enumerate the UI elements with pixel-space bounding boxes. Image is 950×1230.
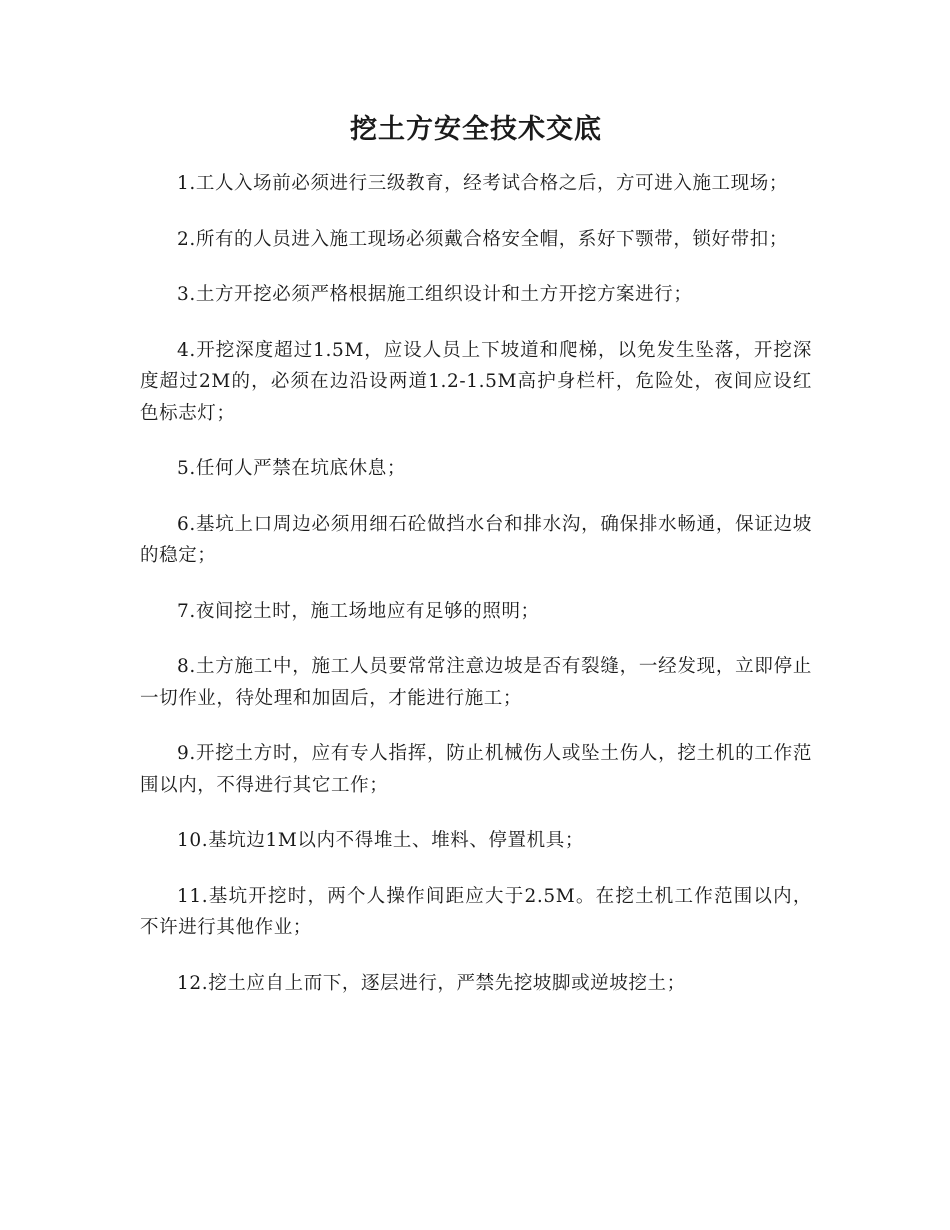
clause-3: 3.土方开挖必须严格根据施工组织设计和土方开挖方案进行；	[177, 284, 693, 305]
clause-9: 9.开挖土方时，应有专人指挥，防止机械伤人或坠土伤人，挖土机的工作范围以内，不得进行其它工作；	[140, 743, 812, 796]
clause-10: 10.基坑边1M以内不得堆土、堆料、停置机具；	[177, 830, 584, 851]
clause-5: 5.任何人严禁在坑底休息；	[177, 458, 406, 479]
clause-12: 12.挖土应自上而下，逐层进行，严禁先挖坡脚或逆坡挖土；	[177, 972, 686, 994]
clause-2: 2.所有的人员进入施工现场必须戴合格安全帽，系好下颚带，锁好带扣；	[177, 228, 788, 250]
clause-4: 4.开挖深度超过1.5M，应设人员上下坡道和爬梯，以免发生坠落，开挖深度超过2M的，必须在边沿设两道1.2-1.5M高护身栏杆，危险处，夜间应设红色标志灯；	[140, 339, 812, 424]
document-page	[140, 110, 812, 1023]
clause-11: 11.基坑开挖时，两个人操作间距应大于2.5M。在挖土机工作范围以内，不许进行其他作业；	[140, 885, 812, 938]
clause-8: 8.土方施工中，施工人员要常常注意边坡是否有裂缝，一经发现，立即停止一切作业，待处理和加固后，才能进行施工；	[140, 656, 812, 709]
clause-1: 1.工人入场前必须进行三级教育，经考试合格之后，方可进入施工现场；	[177, 173, 788, 194]
clause-6: 6.基坑上口周边必须用细石砼做挡水台和排水沟，确保排水畅通，保证边坡的稳定；	[140, 513, 812, 566]
document-title: 挖土方安全技术交底	[350, 114, 602, 145]
clause-7: 7.夜间挖土时，施工场地应有足够的照明；	[177, 600, 540, 622]
